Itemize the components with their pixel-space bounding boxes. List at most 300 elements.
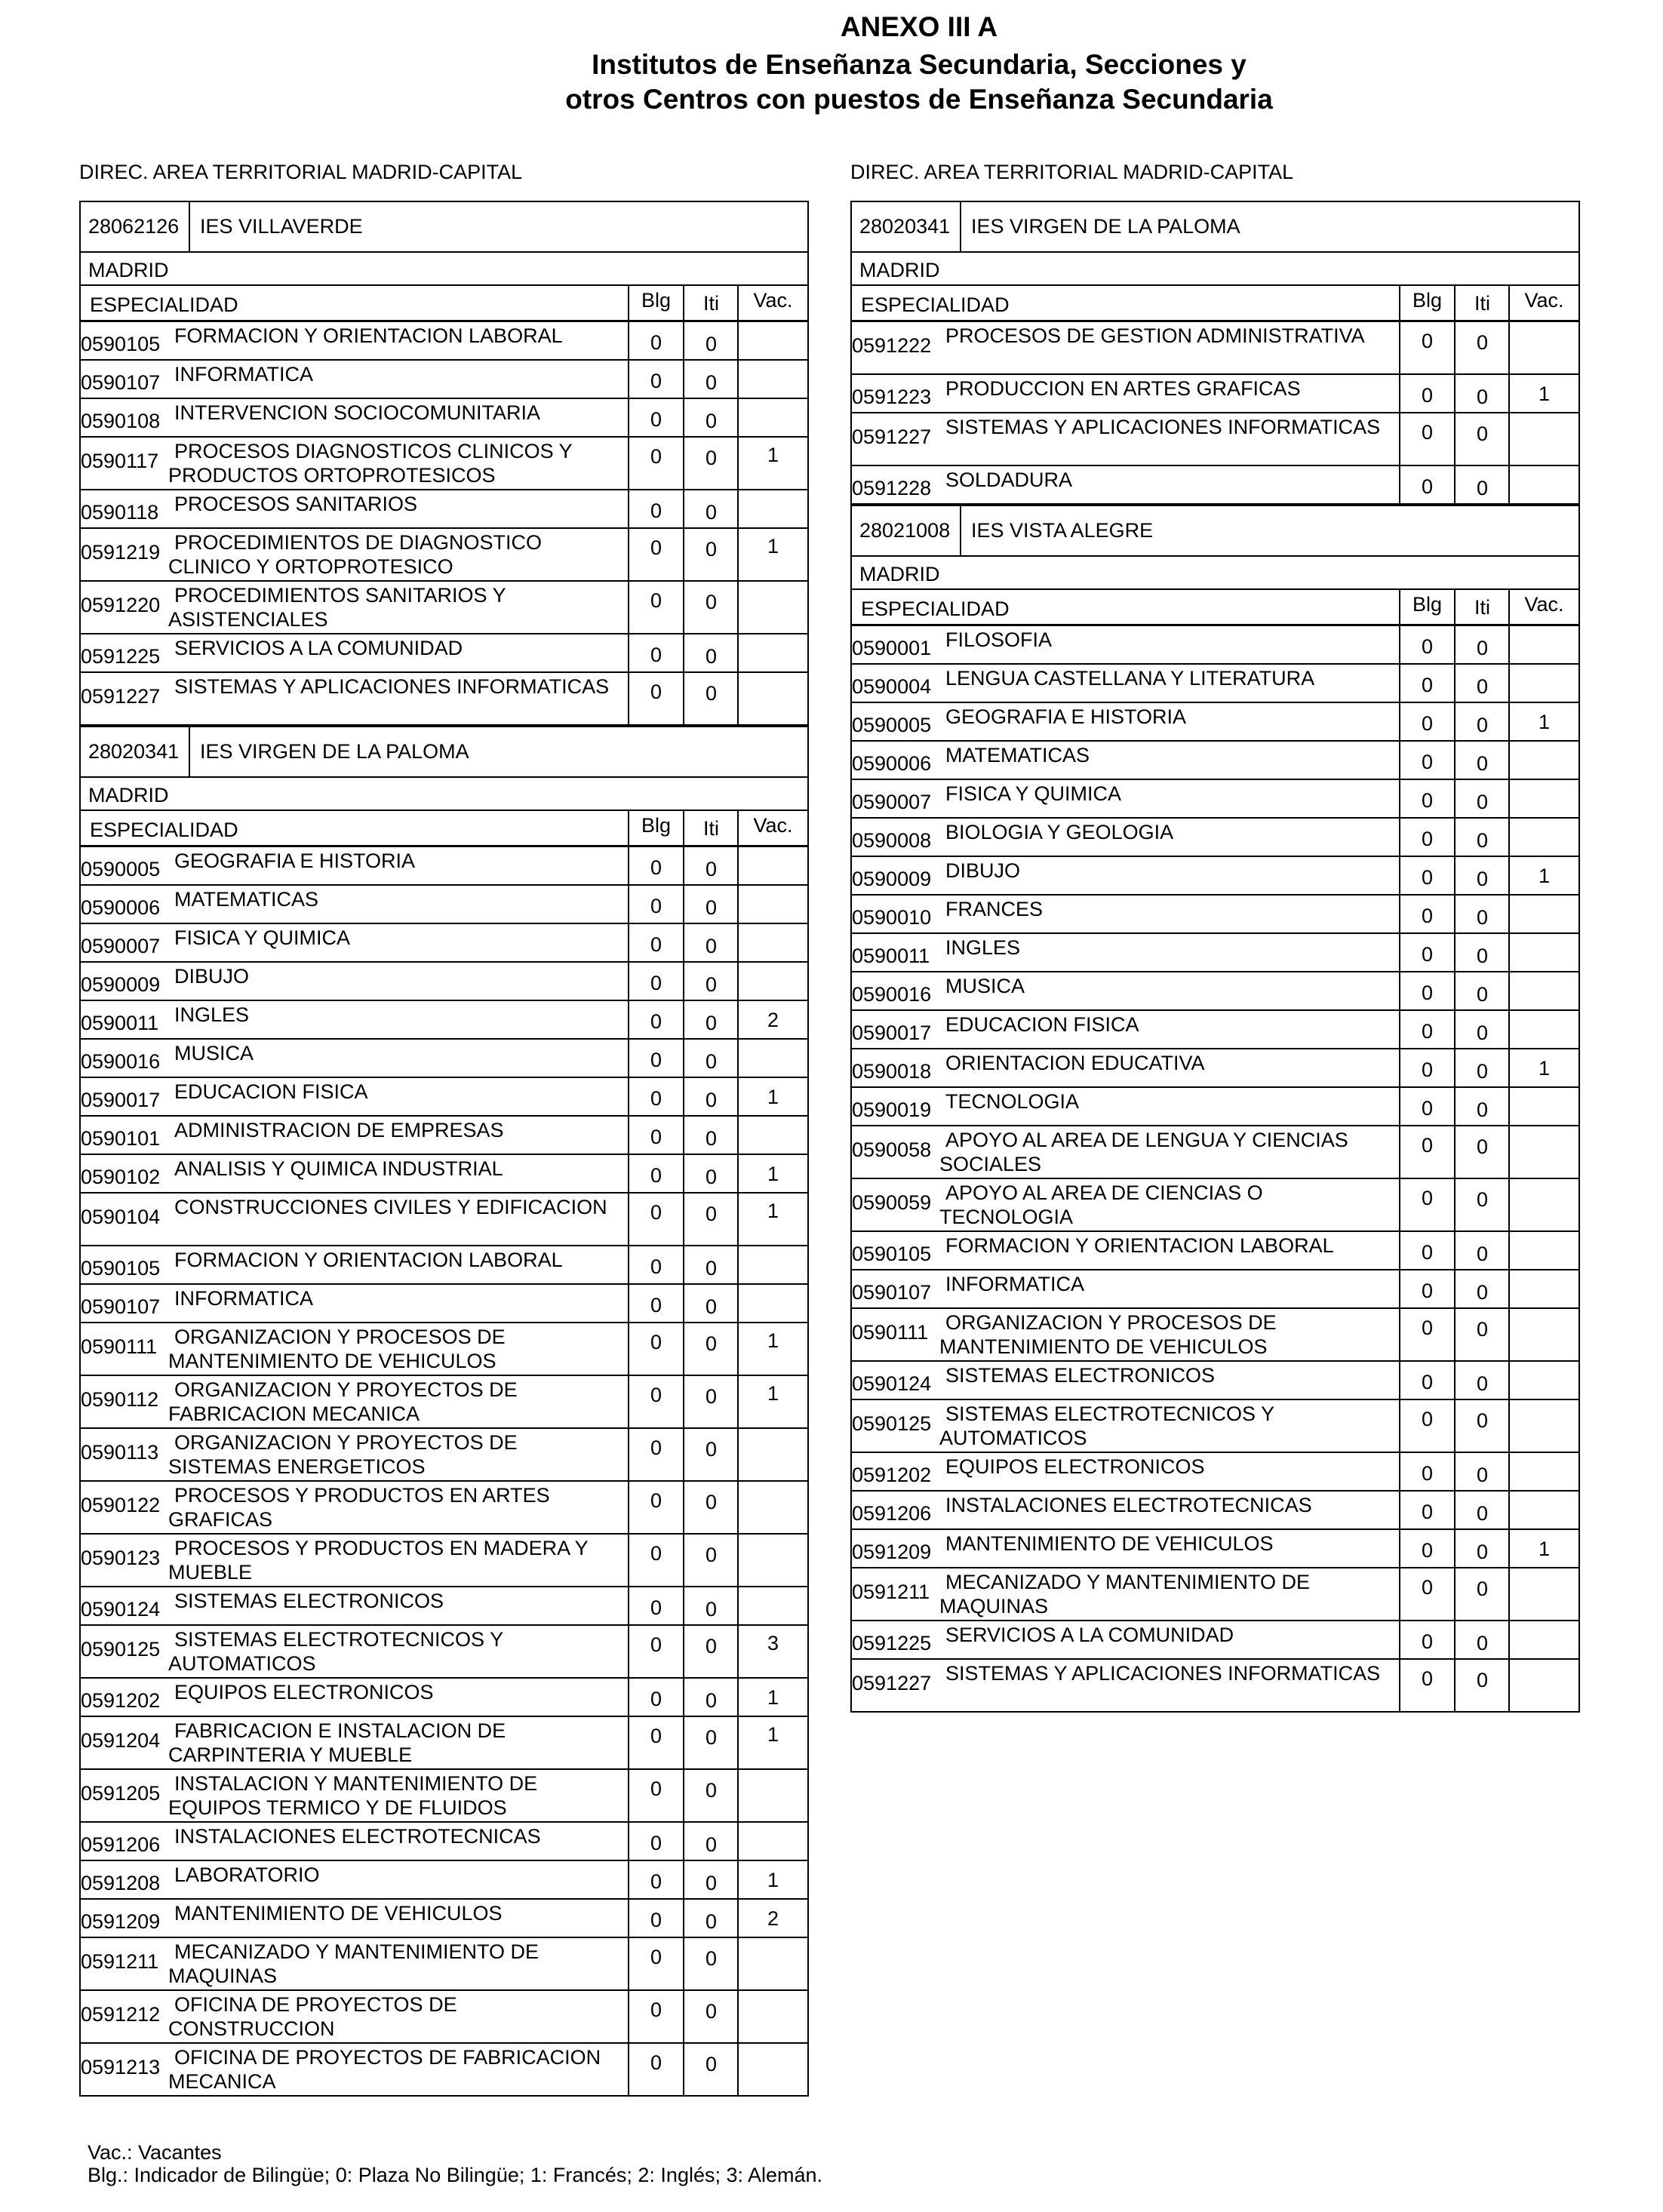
especialidad-header: ESPECIALIDAD [861, 293, 1010, 316]
direction-label: DIREC. AREA TERRITORIAL MADRID-CAPITAL [79, 161, 523, 183]
column-divider [1399, 1530, 1400, 1567]
especialidad-name: GEOGRAFIA E HISTORIA [945, 705, 1187, 728]
blg-value: 0 [1421, 635, 1434, 658]
column-divider [737, 1900, 739, 1937]
especialidad-name: SISTEMAS Y APLICACIONES INFORMATICAS [174, 675, 610, 698]
iti-header: Iti [702, 292, 719, 315]
especialidad-code: 0590006 [852, 752, 932, 775]
table-row [79, 1194, 809, 1246]
column-divider [737, 2044, 739, 2095]
especialidad-code: 0590107 [852, 1281, 932, 1304]
especialidad-name: PROCESOS DIAGNOSTICOS CLINICOS Y PRODUCTOS ORTOPROTESICOS [168, 440, 573, 487]
column-divider [737, 322, 739, 359]
column-divider [737, 1117, 739, 1154]
table-row [850, 375, 1580, 413]
blg-value: 0 [1421, 475, 1434, 498]
especialidad-name: INFORMATICA [174, 1287, 313, 1310]
blg-value: 0 [650, 1542, 662, 1565]
blg-value: 0 [1421, 674, 1434, 696]
especialidad-code: 0591211 [81, 1950, 159, 1973]
column-divider [1454, 322, 1456, 373]
iti-value: 0 [705, 1833, 718, 1856]
blg-value: 0 [1421, 982, 1434, 1004]
iti-value: 0 [1476, 637, 1489, 659]
column-divider [1399, 742, 1400, 779]
column-divider [628, 529, 629, 580]
blg-header: Blg [641, 814, 672, 837]
column-divider [1508, 1621, 1510, 1658]
especialidad-name: DIBUJO [945, 859, 1021, 882]
center-header [79, 726, 809, 778]
iti-value: 0 [1476, 1632, 1489, 1654]
column-divider [628, 1078, 629, 1115]
table-row [850, 665, 1580, 703]
column-divider [1454, 1126, 1456, 1178]
blg-value: 0 [650, 680, 662, 703]
especialidad-header: ESPECIALIDAD [90, 293, 238, 316]
table-row [850, 466, 1580, 505]
especialidad-code: 0590111 [81, 1335, 158, 1358]
blg-value: 0 [650, 1688, 662, 1710]
column-divider [628, 1040, 629, 1077]
column-divider [628, 1626, 629, 1677]
especialidad-name: SISTEMAS ELECTROTECNICOS Y AUTOMATICOS [168, 1628, 503, 1675]
table-row [79, 529, 809, 582]
especialidad-name: TECNOLOGIA [945, 1090, 1080, 1113]
table-row [79, 1679, 809, 1717]
center-code: 28062126 [81, 202, 190, 251]
column-divider [737, 490, 739, 527]
column-divider [628, 1194, 629, 1245]
especialidad-name: SISTEMAS ELECTRONICOS [945, 1364, 1216, 1387]
table-row [79, 886, 809, 924]
column-divider [683, 1078, 684, 1115]
direction-label: DIREC. AREA TERRITORIAL MADRID-CAPITAL [850, 161, 1294, 183]
column-divider [1454, 1530, 1456, 1567]
table-row [850, 1492, 1580, 1530]
blg-value: 0 [1421, 751, 1434, 773]
especialidad-name: PROCESOS SANITARIOS [174, 493, 418, 515]
blg-header: Blg [1412, 289, 1443, 312]
vac-value: 1 [767, 1686, 779, 1709]
especialidad-name: SISTEMAS ELECTRONICOS [174, 1590, 444, 1612]
vac-value: 1 [1538, 1538, 1551, 1560]
column-divider [1508, 1530, 1510, 1567]
especialidad-name: CONSTRUCCIONES CIVILES Y EDIFICACION [174, 1196, 607, 1218]
column-divider [737, 1040, 739, 1077]
column-divider [1399, 322, 1400, 373]
especialidad-name: INSTALACIONES ELECTROTECNICAS [945, 1494, 1312, 1516]
column-divider [1454, 1088, 1456, 1125]
especialidad-name: ORIENTACION EDUCATIVA [945, 1052, 1205, 1074]
column-divider [1399, 1232, 1400, 1269]
blg-value: 0 [1421, 712, 1434, 735]
legend-vacantes: Vac.: Vacantes [88, 2141, 222, 2164]
blg-value: 0 [1421, 1501, 1434, 1523]
column-divider [1454, 896, 1456, 932]
legend-bilingue: Blg.: Indicador de Bilingüe; 0: Plaza No Bilingüe; 1: Francés; 2: Inglés; 3: Alemán. [88, 2164, 823, 2186]
column-divider [1508, 1049, 1510, 1086]
especialidad-name: SERVICIOS A LA COMUNIDAD [945, 1624, 1234, 1646]
especialidad-name: FISICA Y QUIMICA [174, 926, 351, 949]
especialidad-code: 0590011 [81, 1012, 159, 1034]
column-divider [628, 1770, 629, 1821]
column-divider [683, 1323, 684, 1375]
especialidad-name: INSTALACIONES ELECTROTECNICAS [174, 1825, 541, 1848]
column-divider [737, 1001, 739, 1038]
column-divider [1508, 375, 1510, 412]
column-divider [1454, 626, 1456, 663]
especialidad-name: LABORATORIO [174, 1863, 320, 1886]
especialidad-code: 0590113 [81, 1441, 159, 1464]
column-divider [1454, 466, 1456, 503]
column-divider [737, 361, 739, 398]
column-divider [1399, 1660, 1400, 1711]
column-divider [1508, 1011, 1510, 1048]
table-row [79, 1429, 809, 1482]
center-name: IES VIRGEN DE LA PALOMA [200, 740, 469, 763]
table-row [850, 857, 1580, 896]
column-divider [683, 1861, 684, 1898]
column-divider [628, 1587, 629, 1624]
column-divider [683, 1285, 684, 1322]
iti-value: 0 [705, 1050, 718, 1073]
iti-value: 0 [1476, 1502, 1489, 1525]
especialidad-name: MANTENIMIENTO DE VEHICULOS [945, 1532, 1274, 1555]
iti-header: Iti [702, 817, 719, 840]
table-row [850, 1179, 1580, 1232]
iti-value: 0 [705, 896, 718, 919]
especialidad-code: 0591205 [81, 1782, 161, 1805]
especialidad-name: SISTEMAS Y APLICACIONES INFORMATICAS [945, 416, 1381, 438]
especialidad-code: 0590118 [81, 501, 159, 524]
especialidad-code: 0590019 [852, 1098, 932, 1121]
blg-value: 0 [650, 1201, 662, 1224]
blg-value: 0 [650, 1596, 662, 1619]
blg-value: 0 [1421, 384, 1434, 407]
column-divider [683, 582, 684, 633]
blg-value: 0 [650, 1049, 662, 1071]
column-divider [683, 1770, 684, 1821]
table-row [79, 1117, 809, 1155]
table-row [850, 413, 1580, 466]
column-divider [1454, 413, 1456, 465]
table-row [79, 1040, 809, 1078]
iti-value: 0 [705, 645, 718, 668]
column-divider [1399, 896, 1400, 932]
blg-value: 0 [1421, 1187, 1434, 1209]
column-divider [1399, 665, 1400, 702]
column-divider [1399, 1011, 1400, 1048]
column-divider [1508, 896, 1510, 932]
column-divider [1399, 1400, 1400, 1452]
table-row [850, 1011, 1580, 1049]
especialidad-name: PROCESOS Y PRODUCTOS EN MADERA Y MUEBLE [168, 1537, 589, 1584]
column-divider [628, 673, 629, 724]
iti-value: 0 [705, 1544, 718, 1566]
table-row [79, 673, 809, 726]
column-divider [1399, 1453, 1400, 1490]
column-divider [628, 1376, 629, 1427]
column-divider [1454, 1049, 1456, 1086]
especialidad-code: 0591202 [852, 1464, 932, 1486]
column-divider [737, 1535, 739, 1586]
iti-value: 0 [1476, 791, 1489, 813]
especialidad-header: ESPECIALIDAD [90, 819, 238, 841]
column-divider [737, 1679, 739, 1716]
especialidad-code: 0590122 [81, 1494, 161, 1516]
especialidad-name: MECANIZADO Y MANTENIMIENTO DE MAQUINAS [168, 1940, 539, 1987]
especialidad-code: 0590105 [81, 1257, 161, 1280]
especialidad-name: SISTEMAS Y APLICACIONES INFORMATICAS [945, 1662, 1381, 1685]
especialidad-code: 0591212 [81, 2003, 161, 2026]
blg-value: 0 [1421, 1020, 1434, 1043]
column-divider [683, 361, 684, 398]
especialidad-code: 0590005 [81, 858, 161, 880]
iti-value: 0 [1476, 1669, 1489, 1691]
column-divider [1399, 1309, 1400, 1360]
table-row [850, 1270, 1580, 1309]
column-divider [628, 1991, 629, 2042]
column-divider [683, 399, 684, 436]
column-divider [628, 1861, 629, 1898]
table-row [850, 322, 1580, 375]
table-row [79, 490, 809, 529]
especialidad-name: PRODUCCION EN ARTES GRAFICAS [945, 377, 1301, 400]
vac-value: 2 [767, 1907, 779, 1930]
especialidad-code: 0590104 [81, 1206, 161, 1228]
column-divider [1454, 1568, 1456, 1620]
table-row [850, 972, 1580, 1011]
column-divider [1399, 934, 1400, 971]
especialidad-name: GEOGRAFIA E HISTORIA [174, 849, 416, 872]
blg-value: 0 [650, 856, 662, 879]
column-divider [737, 1861, 739, 1898]
column-divider [628, 811, 629, 845]
column-divider [1508, 1660, 1510, 1711]
column-divider [628, 1823, 629, 1860]
document-subtitle-line1: Institutos de Enseñanza Secundaria, Secciones y [592, 49, 1246, 80]
especialidad-name: PROCEDIMIENTOS DE DIAGNOSTICO CLINICO Y ORTOPROTESICO [168, 531, 543, 578]
table-row [850, 1232, 1580, 1270]
iti-value: 0 [1476, 386, 1489, 408]
column-divider [628, 1535, 629, 1586]
vac-header: Vac. [1524, 289, 1564, 312]
column-divider [1454, 286, 1456, 320]
iti-value: 0 [1476, 1243, 1489, 1265]
table-row [79, 1323, 809, 1376]
column-divider [737, 886, 739, 923]
column-divider [683, 963, 684, 1000]
especialidad-code: 0591209 [81, 1910, 161, 1933]
column-divider [737, 1323, 739, 1375]
column-divider [1508, 972, 1510, 1009]
iti-value: 0 [1476, 945, 1489, 967]
vac-value: 1 [767, 535, 779, 558]
table-row [79, 1587, 809, 1626]
especialidad-name: INFORMATICA [945, 1273, 1084, 1295]
vac-value: 1 [767, 1163, 779, 1185]
vac-value: 3 [767, 1632, 779, 1654]
column-divider [1508, 819, 1510, 856]
column-divider [737, 1246, 739, 1283]
table-row [79, 1001, 809, 1040]
column-divider [1399, 590, 1400, 624]
table-row [850, 819, 1580, 857]
column-divider [1399, 286, 1400, 320]
blg-header: Blg [641, 289, 672, 312]
especialidad-code: 0591227 [81, 685, 161, 708]
especialidad-name: INGLES [945, 936, 1021, 959]
iti-value: 0 [705, 1166, 718, 1188]
blg-value: 0 [1421, 1667, 1434, 1690]
column-divider [737, 1770, 739, 1821]
column-divider [683, 1991, 684, 2042]
column-divider [1508, 1492, 1510, 1528]
column-divider [628, 1001, 629, 1038]
especialidad-code: 0590125 [81, 1638, 161, 1661]
table-header-row [850, 590, 1580, 626]
iti-value: 0 [705, 1491, 718, 1513]
column-divider [1399, 1049, 1400, 1086]
blg-value: 0 [650, 1489, 662, 1512]
iti-value: 0 [705, 371, 718, 394]
especialidad-code: 0591225 [81, 645, 161, 668]
column-divider [1454, 1453, 1456, 1490]
center-header [850, 201, 1580, 253]
column-divider [1508, 590, 1510, 624]
column-divider [1454, 1179, 1456, 1230]
iti-value: 0 [705, 1257, 718, 1280]
especialidad-name: EDUCACION FISICA [174, 1080, 368, 1103]
column-divider [1399, 1492, 1400, 1528]
blg-value: 0 [1421, 330, 1434, 352]
column-divider [1508, 780, 1510, 817]
column-divider [737, 286, 739, 320]
column-divider [737, 963, 739, 1000]
table-row [850, 934, 1580, 972]
column-divider [1399, 1621, 1400, 1658]
blg-value: 0 [1421, 1241, 1434, 1264]
especialidad-name: DIBUJO [174, 965, 250, 988]
column-divider [628, 490, 629, 527]
blg-value: 0 [650, 1331, 662, 1353]
blg-value: 0 [1421, 1371, 1434, 1393]
table-row [79, 399, 809, 438]
column-divider [1508, 1270, 1510, 1307]
table-row [79, 1717, 809, 1770]
column-divider [628, 1900, 629, 1937]
blg-value: 0 [1421, 943, 1434, 966]
vac-value: 1 [767, 1329, 779, 1352]
especialidad-code: 0590009 [852, 868, 932, 890]
blg-value: 0 [650, 1998, 662, 2021]
especialidad-code: 0590107 [81, 371, 161, 394]
column-divider [1454, 590, 1456, 624]
column-divider [1454, 1621, 1456, 1658]
column-divider [737, 1376, 739, 1427]
column-divider [683, 1246, 684, 1283]
column-divider [1508, 1568, 1510, 1620]
especialidad-name: ANALISIS Y QUIMICA INDUSTRIAL [174, 1157, 503, 1180]
table-row [850, 1362, 1580, 1400]
column-divider [683, 438, 684, 489]
column-divider [737, 1587, 739, 1624]
column-divider [1454, 703, 1456, 740]
column-divider [737, 399, 739, 436]
especialidad-code: 0590124 [81, 1598, 161, 1621]
especialidad-code: 0590009 [81, 973, 161, 996]
column-divider [1508, 1126, 1510, 1178]
iti-value: 0 [705, 410, 718, 432]
especialidad-code: 0590108 [81, 410, 161, 432]
especialidad-name: FISICA Y QUIMICA [945, 782, 1122, 805]
blg-value: 0 [650, 1087, 662, 1110]
table-row [79, 924, 809, 963]
especialidad-name: INGLES [174, 1003, 250, 1026]
blg-value: 0 [650, 1870, 662, 1893]
column-divider [1399, 1126, 1400, 1178]
blg-value: 0 [650, 1832, 662, 1854]
blg-value: 0 [1421, 905, 1434, 927]
blg-value: 0 [650, 1777, 662, 1800]
table-row [79, 438, 809, 490]
column-divider [683, 1938, 684, 1989]
column-divider [683, 1535, 684, 1586]
table-row [79, 1861, 809, 1900]
iti-value: 0 [705, 858, 718, 880]
column-divider [1454, 742, 1456, 779]
especialidad-code: 0590111 [852, 1321, 929, 1344]
iti-value: 0 [705, 2000, 718, 2023]
column-divider [1508, 934, 1510, 971]
iti-value: 0 [1476, 1409, 1489, 1432]
especialidad-code: 0590018 [852, 1060, 932, 1083]
column-divider [1399, 375, 1400, 412]
column-divider [628, 361, 629, 398]
vac-value: 1 [767, 1200, 779, 1222]
column-divider [737, 1155, 739, 1192]
column-divider [683, 529, 684, 580]
especialidad-name: MATEMATICAS [945, 744, 1090, 767]
table-row [850, 742, 1580, 780]
column-divider [737, 673, 739, 724]
especialidad-name: LENGUA CASTELLANA Y LITERATURA [945, 667, 1315, 690]
vac-value: 1 [767, 1086, 779, 1108]
iti-value: 0 [705, 935, 718, 957]
iti-value: 0 [705, 1332, 718, 1355]
column-divider [1399, 1270, 1400, 1307]
blg-value: 0 [650, 1946, 662, 1968]
iti-value: 0 [705, 1947, 718, 1970]
table-row [79, 361, 809, 399]
column-divider [737, 924, 739, 961]
left-center-blocks [79, 201, 809, 2097]
column-divider [1399, 819, 1400, 856]
iti-value: 0 [705, 1872, 718, 1894]
especialidad-name: OFICINA DE PROYECTOS DE CONSTRUCCION [168, 1993, 457, 2040]
vac-value: 1 [767, 1723, 779, 1746]
column-divider [628, 847, 629, 884]
blg-value: 0 [650, 1010, 662, 1033]
column-divider [1454, 1232, 1456, 1269]
center-header [79, 201, 809, 253]
especialidad-code: 0591228 [852, 477, 932, 499]
iti-value: 0 [705, 447, 718, 469]
column-divider [1399, 1179, 1400, 1230]
especialidad-name: ORGANIZACION Y PROYECTOS DE FABRICACION MECANICA [168, 1378, 518, 1425]
table-row [79, 1285, 809, 1323]
